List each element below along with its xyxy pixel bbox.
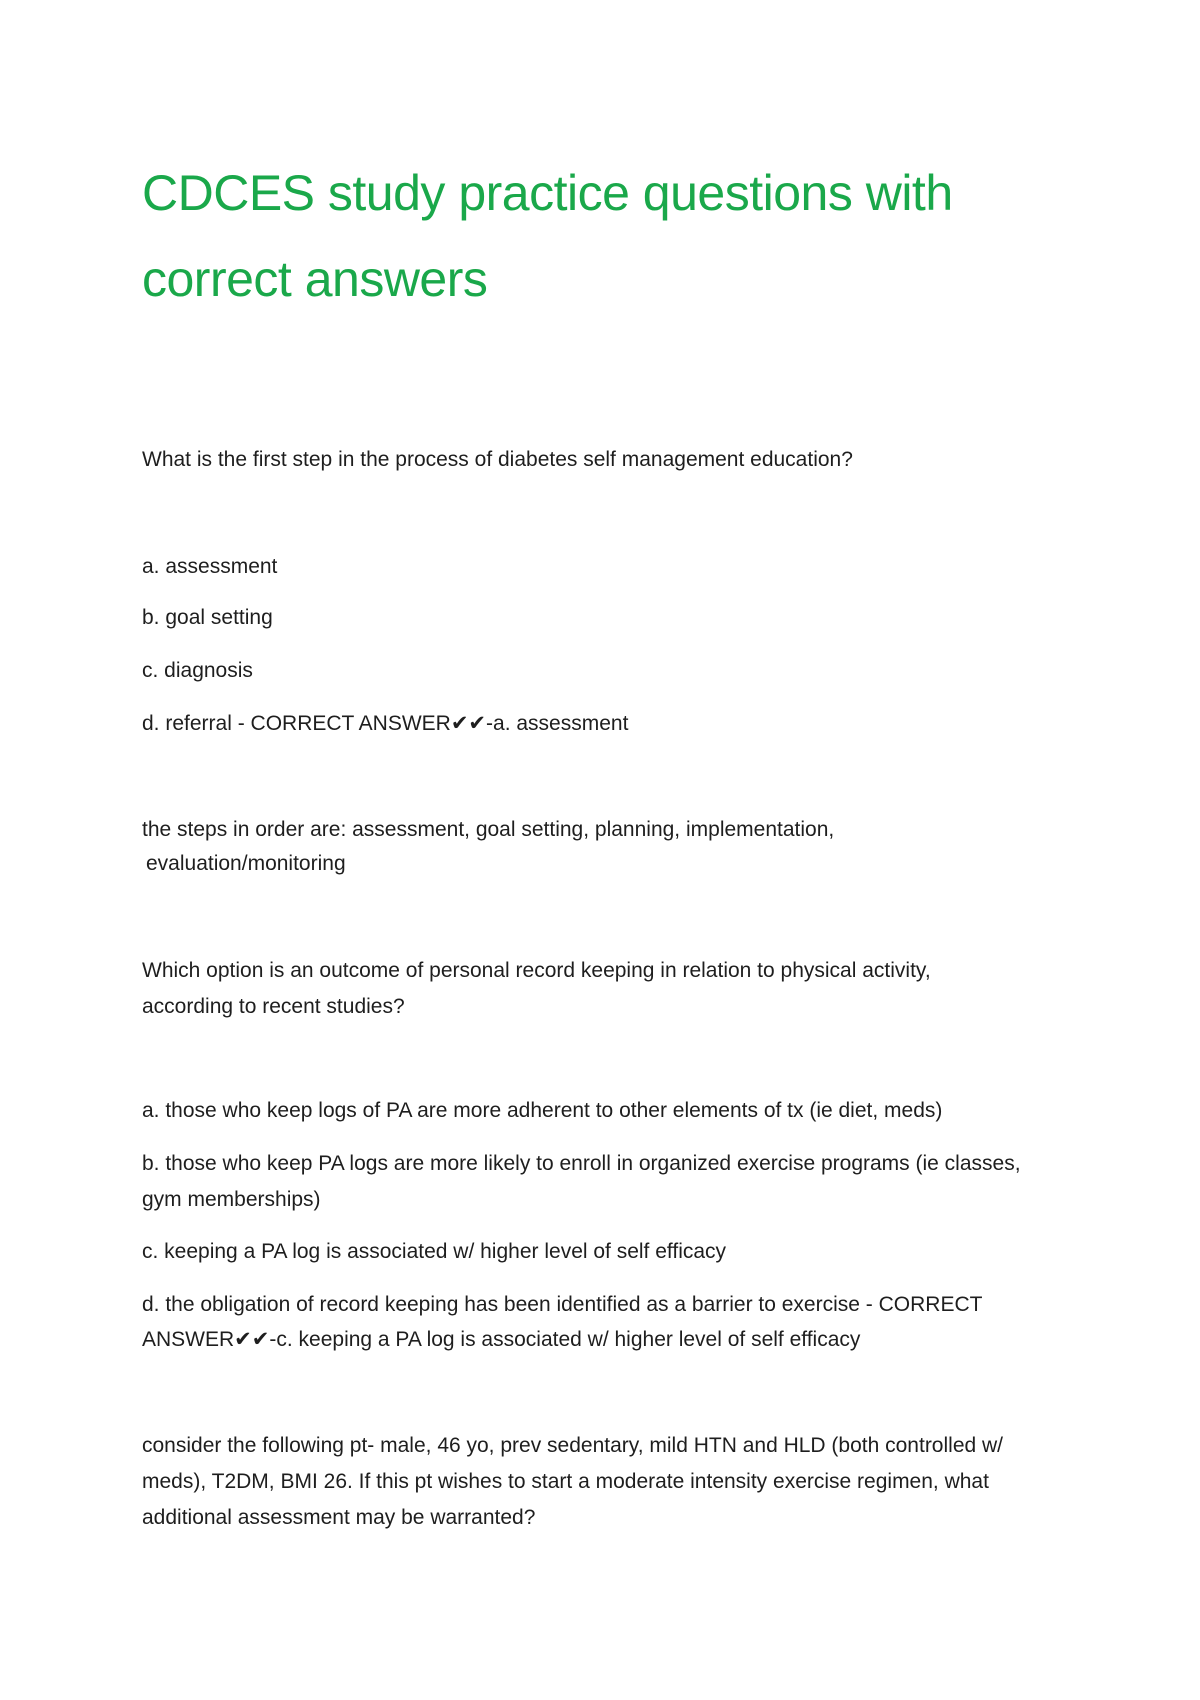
q2-option-b-line-2: gym memberships) — [142, 1188, 321, 1211]
question-2-line-2: according to recent studies? — [142, 995, 405, 1018]
question-3-line-2: meds), T2DM, BMI 26. If this pt wishes to start a moderate intensity exercise regimen, what — [142, 1470, 989, 1493]
q1-option-b: b. goal setting — [142, 606, 273, 629]
q1-option-a: a. assessment — [142, 555, 278, 578]
q2-option-d-answer: ANSWER✔✔-c. keeping a PA log is associated w/ higher level of self efficacy — [142, 1328, 861, 1351]
question-2-line-1: Which option is an outcome of personal record keeping in relation to physical activity, — [142, 959, 931, 982]
q1-explanation-line-2: evaluation/monitoring — [146, 852, 346, 875]
q2-option-a: a. those who keep logs of PA are more adherent to other elements of tx (ie diet, meds) — [142, 1099, 943, 1122]
document-page — [142, 0, 1072, 1700]
q1-option-c: c. diagnosis — [142, 659, 253, 682]
title-line-2: correct answers — [142, 251, 488, 307]
title-line-1: CDCES study practice questions with — [142, 165, 953, 221]
document-title — [142, 150, 1042, 322]
q1-explanation-line-1: the steps in order are: assessment, goal setting, planning, implementation, — [142, 818, 835, 841]
q2-option-d-line-1: d. the obligation of record keeping has been identified as a barrier to exercise - CORRECT — [142, 1293, 983, 1316]
question-1: What is the first step in the process of diabetes self management education? — [142, 448, 853, 471]
q2-option-c: c. keeping a PA log is associated w/ higher level of self efficacy — [142, 1240, 727, 1263]
q1-option-d-answer: d. referral - CORRECT ANSWER✔✔-a. assessment — [142, 712, 629, 735]
q2-option-b-line-1: b. those who keep PA logs are more likely to enroll in organized exercise programs (ie classes, — [142, 1152, 1021, 1175]
question-3-line-3: additional assessment may be warranted? — [142, 1506, 536, 1529]
question-3-line-1: consider the following pt- male, 46 yo, prev sedentary, mild HTN and HLD (both controlled w/ — [142, 1434, 1004, 1457]
